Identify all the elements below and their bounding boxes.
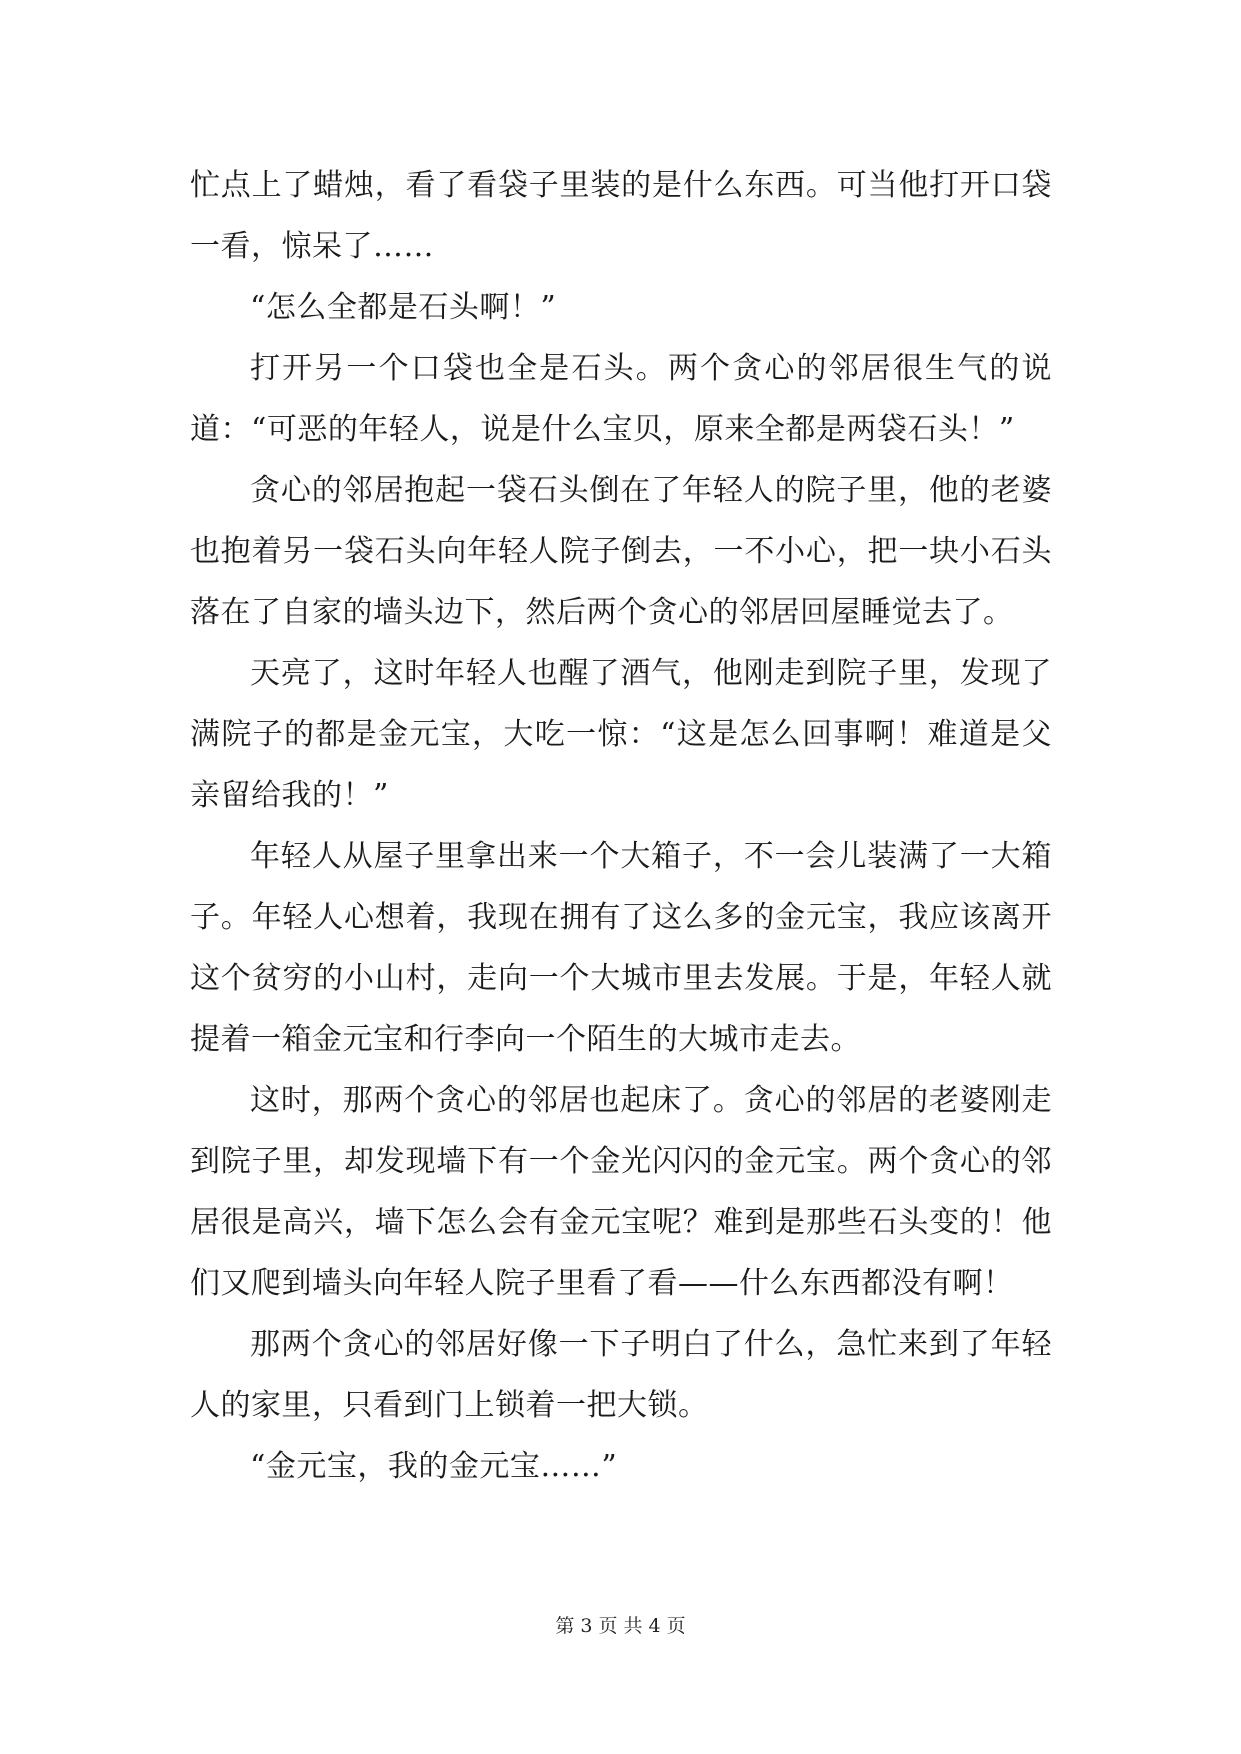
paragraph: 贪心的邻居抱起一袋石头倒在了年轻人的院子里，他的老婆也抱着另一袋石头向年轻人院子倒去，一不小心，把一块小石头落在了自家的墙头边下，然后两个贪心的邻居回屋睡觉去了。 bbox=[190, 473, 1052, 630]
paragraph-continuation: 忙点上了蜡烛，看了看袋子里装的是什么东西。可当他打开口袋一看，惊呆了…… bbox=[190, 168, 1052, 264]
page-suffix: 页 bbox=[666, 1615, 686, 1637]
paragraph: 打开另一个口袋也全是石头。两个贪心的邻居很生气的说道：“可恶的年轻人，说是什么宝贝，原来全都是两袋石头！” bbox=[190, 351, 1052, 447]
paragraph: “金元宝，我的金元宝……” bbox=[250, 1449, 618, 1484]
page-prefix: 第 bbox=[555, 1615, 575, 1637]
page-mid: 页 共 bbox=[598, 1615, 643, 1637]
page-footer bbox=[0, 1614, 1241, 1638]
paragraph: “怎么全都是石头啊！” bbox=[250, 290, 557, 325]
paragraph: 那两个贪心的邻居好像一下子明白了什么，急忙来到了年轻人的家里，只看到门上锁着一把大锁。 bbox=[190, 1327, 1052, 1423]
total-pages-number: 4 bbox=[648, 1615, 661, 1637]
paragraph: 年轻人从屋子里拿出来一个大箱子，不一会儿装满了一大箱子。年轻人心想着，我现在拥有了这么多的金元宝，我应该离开这个贫穷的小山村，走向一个大城市里去发展。于是，年轻人就提着一箱金元宝和行李向一个陌生的大城市走去。 bbox=[190, 839, 1052, 1057]
current-page-number: 3 bbox=[580, 1615, 593, 1637]
paragraph: 天亮了，这时年轻人也醒了酒气，他刚走到院子里，发现了满院子的都是金元宝，大吃一惊：“这是怎么回事啊！难道是父亲留给我的！” bbox=[190, 656, 1052, 813]
paragraph: 这时，那两个贪心的邻居也起床了。贪心的邻居的老婆刚走到院子里，却发现墙下有一个金光闪闪的金元宝。两个贪心的邻居很是高兴，墙下怎么会有金元宝呢？难到是那些石头变的！他们又爬到墙头向年轻人院子里看了看——什么东西都没有啊！ bbox=[190, 1083, 1052, 1301]
document-body bbox=[190, 155, 1052, 1497]
